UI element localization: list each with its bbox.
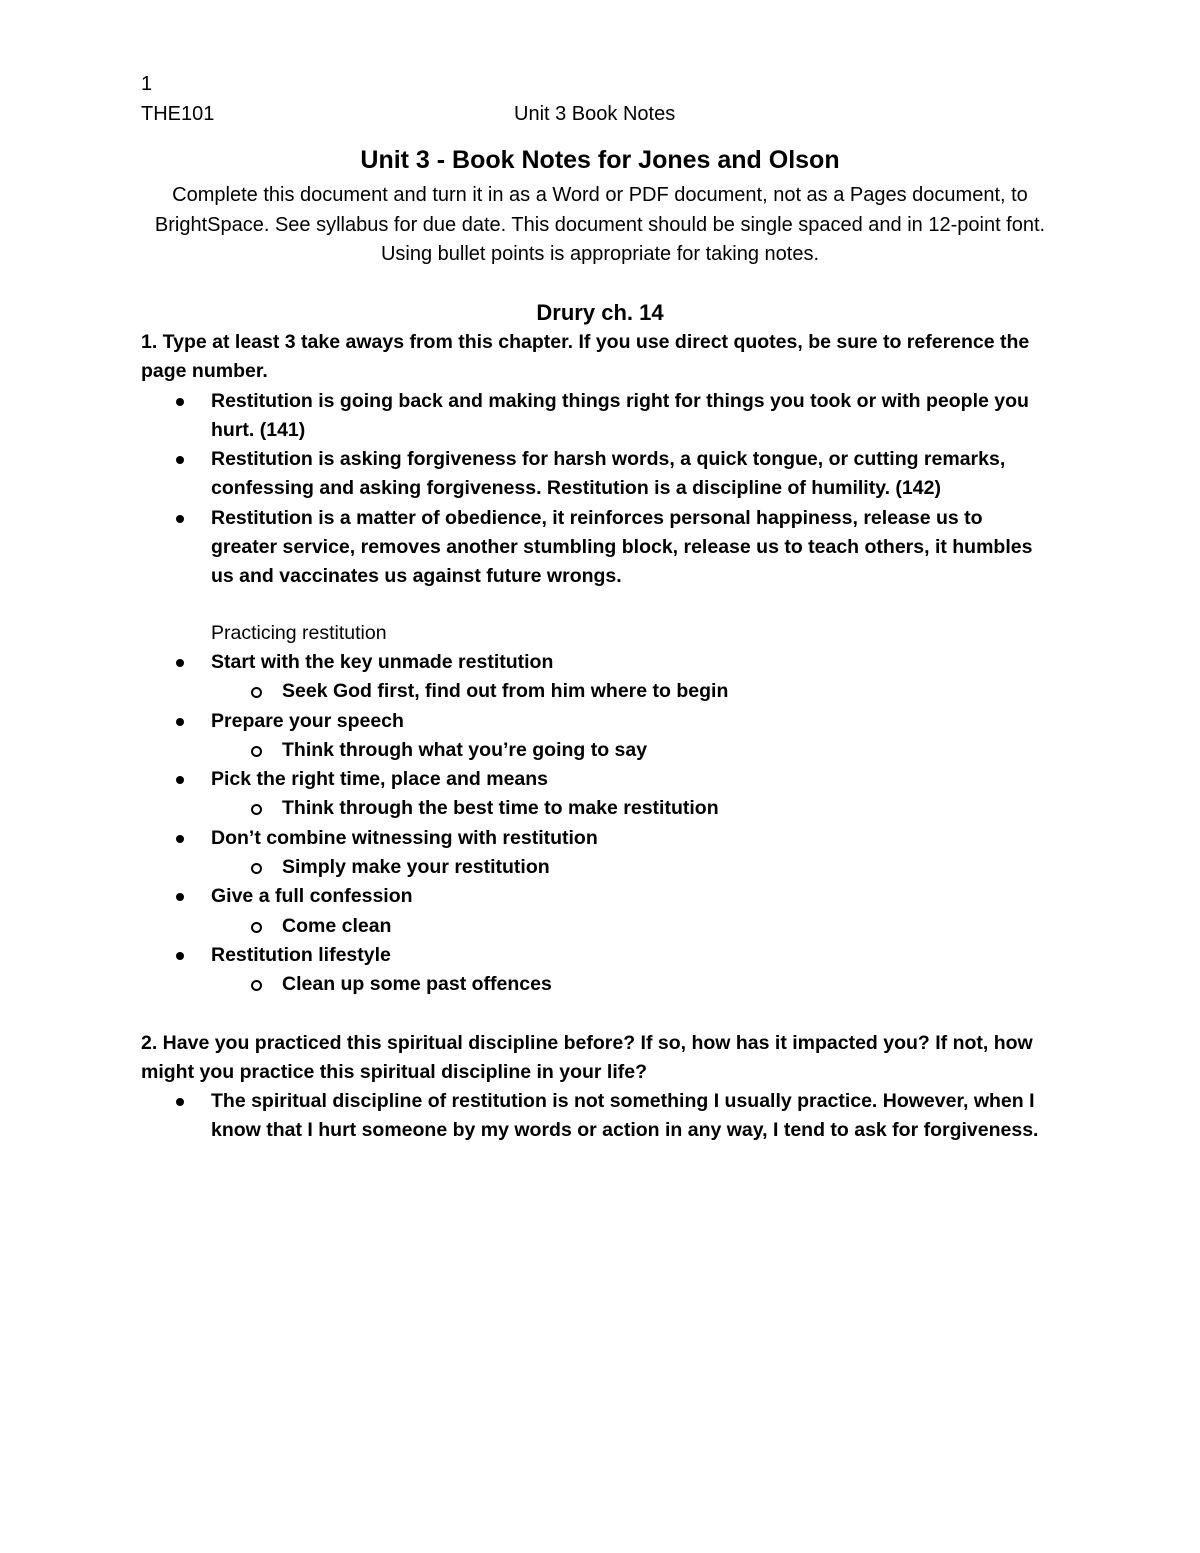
bullet-icon <box>176 776 184 784</box>
practice-sub: Think through the best time to make restitution <box>282 797 719 820</box>
takeaway-text: Restitution is going back and making things right for things you took or with people you hurt. (141) <box>211 389 1029 441</box>
instructions-paragraph: Complete this document and turn it in as a Word or PDF document, not as a Pages document, to BrightSpace. See syllabus for due date. This document should be single spaced and in 12-point font. Using bullet points is appropriate for taking notes. <box>154 184 1046 265</box>
sub-list <box>211 736 1051 765</box>
practice-label: Pick the right time, place and means <box>211 768 549 791</box>
practice-label: Give a full confession <box>211 885 413 908</box>
practice-sub: Think through what you’re going to say <box>282 738 648 761</box>
list-item <box>141 824 1051 883</box>
list-item <box>141 648 1051 707</box>
spacer <box>141 592 1051 619</box>
practice-label: Prepare your speech <box>211 709 404 732</box>
list-item <box>141 707 1051 766</box>
sub-list-item <box>211 677 1051 706</box>
page-number: 1 <box>141 73 153 95</box>
bullet-icon <box>176 835 184 843</box>
spacer <box>141 1000 1051 1029</box>
running-head: Unit 3 Book Notes <box>514 103 676 125</box>
bullet-icon <box>176 893 184 901</box>
practice-label: Don’t combine witnessing with restitution <box>211 826 598 849</box>
list-item <box>141 445 1051 504</box>
notes-content <box>141 328 1051 1146</box>
course-code: THE101 <box>141 103 215 125</box>
question-1-prompt: 1. Type at least 3 take aways from this chapter. If you use direct quotes, be sure to reference the page number. <box>141 331 1030 383</box>
question-2-prompt: 2. Have you practiced this spiritual discipline before? If so, how has it impacted you? If not, how might you practice this spiritual discipline in your life? <box>141 1031 1033 1083</box>
hollow-bullet-icon <box>251 922 262 933</box>
practice-sub: Come clean <box>282 914 392 937</box>
takeaway-list <box>141 387 1051 592</box>
sub-list <box>211 794 1051 823</box>
sub-list <box>211 677 1051 706</box>
bullet-icon <box>176 718 184 726</box>
practice-label: Restitution lifestyle <box>211 943 391 966</box>
list-item <box>141 941 1051 1000</box>
sub-list <box>211 970 1051 999</box>
takeaway-text: Restitution is a matter of obedience, it reinforces personal happiness, release us to greater service, removes another stumbling block, release us to teach others, it humbles us and vaccinates us against future wrongs. <box>211 506 1033 588</box>
answer-list <box>141 1087 1051 1146</box>
sub-list-item <box>211 912 1051 941</box>
practice-sub: Clean up some past offences <box>282 973 552 996</box>
document-title: Unit 3 - Book Notes for Jones and Olson <box>360 146 840 174</box>
practicing-heading: Practicing restitution <box>211 621 387 644</box>
sub-list <box>211 912 1051 941</box>
practice-list <box>141 648 1051 1000</box>
practice-label: Start with the key unmade restitution <box>211 650 554 673</box>
practice-sub: Seek God first, find out from him where to begin <box>282 680 729 703</box>
hollow-bullet-icon <box>251 804 262 815</box>
bullet-icon <box>176 456 184 464</box>
list-item <box>141 882 1051 941</box>
bullet-icon <box>176 659 184 667</box>
practice-sub: Simply make your restitution <box>282 856 550 879</box>
hollow-bullet-icon <box>251 687 262 698</box>
sub-list-item <box>211 970 1051 999</box>
list-item <box>141 387 1051 446</box>
list-item <box>141 1087 1051 1146</box>
answer-text: The spiritual discipline of restitution is not something I usually practice. However, when I know that I hurt someone by my words or action in any way, I tend to ask for forgiveness. <box>211 1090 1039 1142</box>
sub-list-item <box>211 853 1051 882</box>
takeaway-text: Restitution is asking forgiveness for harsh words, a quick tongue, or cutting remarks, confessing and asking forgiveness. Restitution is a discipline of humility. (142) <box>211 448 1006 500</box>
bullet-icon <box>176 1098 184 1106</box>
hollow-bullet-icon <box>251 863 262 874</box>
hollow-bullet-icon <box>251 980 262 991</box>
bullet-icon <box>176 515 184 523</box>
section-title: Drury ch. 14 <box>536 300 664 325</box>
sub-list-item <box>211 736 1051 765</box>
list-item <box>141 504 1051 592</box>
sub-list-item <box>211 794 1051 823</box>
list-item <box>141 765 1051 824</box>
hollow-bullet-icon <box>251 746 262 757</box>
bullet-icon <box>176 952 184 960</box>
bullet-icon <box>176 398 184 406</box>
sub-list <box>211 853 1051 882</box>
